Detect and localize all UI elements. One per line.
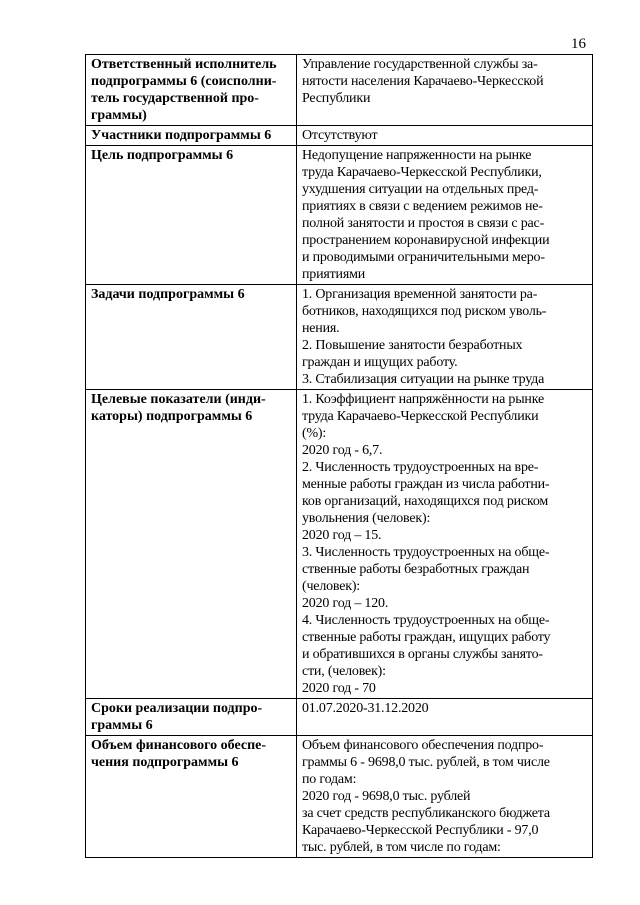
label-line: граммы 6 — [91, 718, 153, 733]
label-line: подпрограммы 6 (соисполни- — [91, 74, 277, 89]
row-value-cell — [297, 146, 593, 285]
value-line: 2020 год - 9698,0 тыс. рублей — [302, 789, 471, 804]
label-line: граммы) — [91, 108, 147, 123]
value-line: 2020 год - 6,7. — [302, 443, 383, 458]
table-body — [86, 55, 593, 858]
row-label-cell — [86, 285, 297, 390]
row-label-cell — [86, 699, 297, 736]
table-row — [86, 699, 593, 736]
row-label-cell — [86, 736, 297, 858]
value-line: 2. Повышение занятости безработных — [302, 338, 523, 353]
subprogram-passport-table — [85, 54, 593, 858]
row-value-cell — [297, 126, 593, 146]
value-line: Республики — [302, 91, 371, 106]
value-line: пространением коронавирусной инфекции — [302, 233, 550, 248]
value-line: Отсутствуют — [302, 128, 378, 143]
table-row — [86, 736, 593, 858]
label-line: Участники подпрограммы 6 — [91, 128, 272, 143]
label-line: Сроки реализации подпро- — [91, 701, 263, 716]
row-value-cell — [297, 390, 593, 699]
value-line: полной занятости и простоя в связи с рас- — [302, 216, 545, 231]
value-line: труда Карачаево-Черкесской Республики — [302, 409, 539, 424]
row-value-cell — [297, 699, 593, 736]
value-line: (человек): — [302, 579, 360, 594]
table-row — [86, 390, 593, 699]
value-line: приятиями — [302, 267, 366, 282]
row-value-cell — [297, 736, 593, 858]
value-line: граммы 6 - 9698,0 тыс. рублей, в том числе — [302, 755, 550, 770]
value-line: Управление государственной службы за- — [302, 57, 538, 72]
table-row — [86, 146, 593, 285]
value-line: 2020 год - 70 — [302, 681, 376, 696]
value-line: 3. Стабилизация ситуации на рынке труда — [302, 372, 545, 387]
label-line: Объем финансового обеспе- — [91, 738, 267, 753]
value-line: 4. Численность трудоустроенных на обще- — [302, 613, 550, 628]
value-line: и проводимыми ограничительными меро- — [302, 250, 545, 265]
value-line: нения. — [302, 321, 340, 336]
label-line: Цель подпрограммы 6 — [91, 148, 234, 163]
value-line: 3. Численность трудоустроенных на обще- — [302, 545, 550, 560]
row-label-cell — [86, 146, 297, 285]
label-line: Задачи подпрограммы 6 — [91, 287, 245, 302]
label-line: Ответственный исполнитель — [91, 57, 277, 72]
value-line: Карачаево-Черкесской Республики - 97,0 — [302, 823, 539, 838]
row-value-cell — [297, 55, 593, 126]
row-label-cell — [86, 390, 297, 699]
row-label-cell — [86, 126, 297, 146]
value-line: 2020 год – 120. — [302, 596, 389, 611]
label-line: Целевые показатели (инди- — [91, 392, 266, 407]
value-line: 1. Коэффициент напряжённости на рынке — [302, 392, 544, 407]
label-line: тель государственной про- — [91, 91, 259, 106]
page-number: 16 — [571, 36, 586, 52]
table-row — [86, 285, 593, 390]
value-line: и обратившихся в органы службы занято- — [302, 647, 543, 662]
value-line: 2020 год – 15. — [302, 528, 382, 543]
value-line: труда Карачаево-Черкесской Республики, — [302, 165, 542, 180]
value-line: 2. Численность трудоустроенных на вре- — [302, 460, 539, 475]
value-line: приятиях в связи с ведением режимов не- — [302, 199, 543, 214]
value-line: ственные работы граждан, ищущих работу — [302, 630, 551, 645]
value-line: ков организаций, находящихся под риском — [302, 494, 549, 509]
value-line: Недопущение напряженности на рынке — [302, 148, 532, 163]
value-line: по годам: — [302, 772, 357, 787]
value-line: тыс. рублей, в том числе по годам: — [302, 840, 501, 855]
row-value-cell — [297, 285, 593, 390]
value-line: ственные работы безработных граждан — [302, 562, 530, 577]
table-row — [86, 126, 593, 146]
value-line: сти, (человек): — [302, 664, 386, 679]
value-line: ботников, находящихся под риском уволь- — [302, 304, 547, 319]
value-line: за счет средств республиканского бюджета — [302, 806, 550, 821]
value-line: менные работы граждан из числа работни- — [302, 477, 550, 492]
label-line: чения подпрограммы 6 — [91, 755, 239, 770]
value-line: 1. Организация временной занятости ра- — [302, 287, 538, 302]
value-line: 01.07.2020-31.12.2020 — [302, 701, 429, 716]
label-line: каторы) подпрограммы 6 — [91, 409, 253, 424]
value-line: граждан и ищущих работу. — [302, 355, 458, 370]
value-line: увольнения (человек): — [302, 511, 431, 526]
value-line: нятости населения Карачаево-Черкесской — [302, 74, 544, 89]
value-line: (%): — [302, 426, 327, 441]
value-line: Объем финансового обеспечения подпро- — [302, 738, 544, 753]
table-row — [86, 55, 593, 126]
value-line: ухудшения ситуации на отдельных пред- — [302, 182, 539, 197]
row-label-cell — [86, 55, 297, 126]
